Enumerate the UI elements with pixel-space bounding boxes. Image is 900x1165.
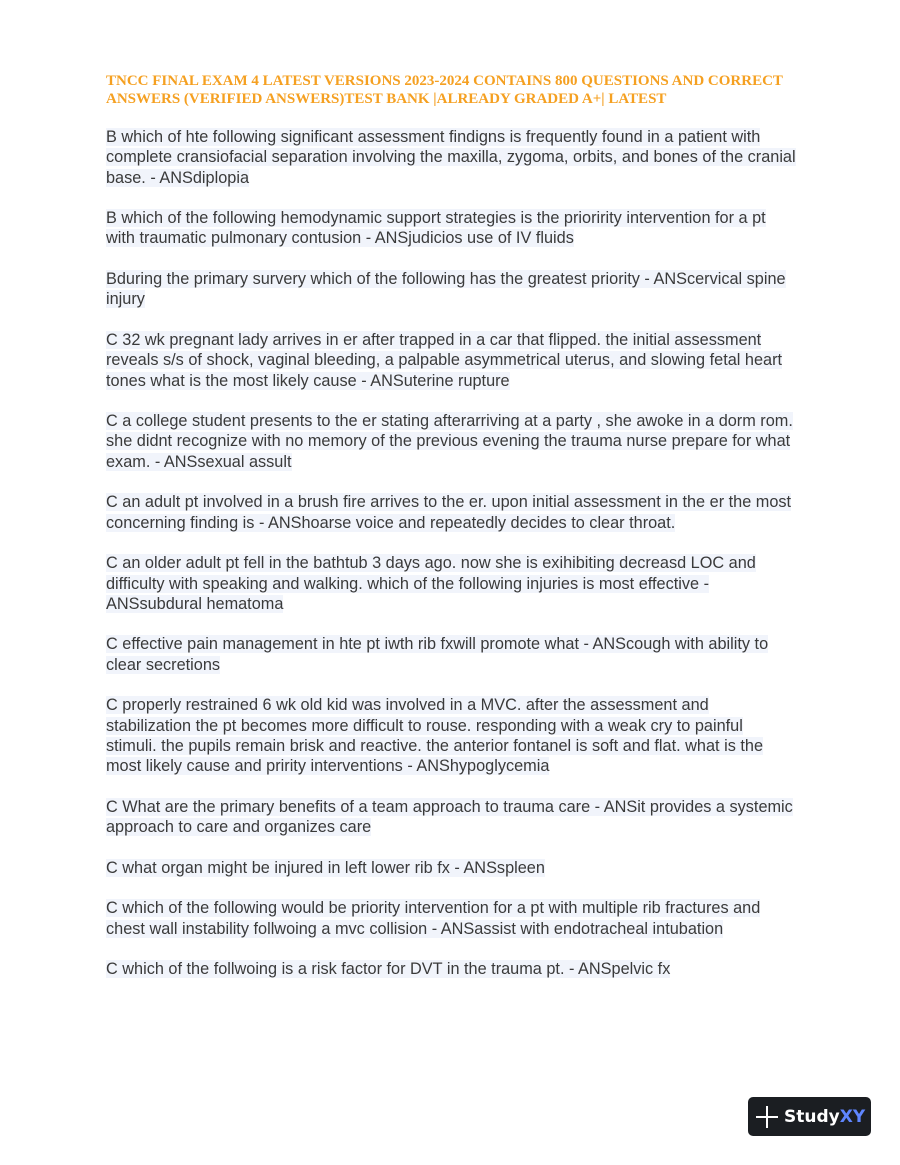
qa-item-text: C what organ might be injured in left lower rib fx - ANSspleen <box>106 858 545 877</box>
qa-item <box>106 858 796 878</box>
qa-item-text: C 32 wk pregnant lady arrives in er after trapped in a car that flipped. the initial assessment reveals s/s of shock, vaginal bleeding, a palpable asymmetrical uterus, and slowing fetal heart tones what is the most likely cause - ANSuterine rupture <box>106 330 783 390</box>
qa-item-text: B which of the following hemodynamic support strategies is the prioririty intervention for a pt with traumatic pulmonary contusion - ANSjudicios use of IV fluids <box>106 209 766 248</box>
qa-item <box>106 208 796 249</box>
qa-item-text: C effective pain management in hte pt iwth rib fxwill promote what - ANScough with ability to clear secretions <box>106 635 769 674</box>
qa-item-text: C properly restrained 6 wk old kid was involved in a MVC. after the assessment and stabilization the pt becomes more difficult to rouse. responding with a weak cry to painful stimuli. the pupils remain brisk and reactive. the anterior fontanel is soft and flat. what is the most likely cause and pririty interventions - ANShypoglycemia <box>106 696 764 776</box>
studyxy-logo[interactable] <box>748 1097 871 1136</box>
qa-list <box>106 127 796 1000</box>
qa-item <box>106 695 796 776</box>
plus-icon <box>756 1106 778 1128</box>
qa-item <box>106 330 796 391</box>
qa-item-text: Bduring the primary survery which of the following has the greatest priority - ANScervical spine injury <box>106 270 786 309</box>
logo-text-accent: XY <box>839 1106 866 1127</box>
qa-item-text: C an adult pt involved in a brush fire arrives to the er. upon initial assessment in the er the most concerning finding is - ANShoarse voice and repeatedly decides to clear throat. <box>106 493 792 532</box>
qa-item-text: C an older adult pt fell in the bathtub 3 days ago. now she is exihibiting decreasd LOC and difficulty with speaking and walking. which of the following injuries is most effective - ANSsubdural hematoma <box>106 554 756 613</box>
qa-item-text: C a college student presents to the er stating afterarriving at a party , she awoke in a dorm rom. she didnt recognize with no memory of the previous evening the trauma nurse prepare for what exam. - ANSsexual assult <box>106 412 793 471</box>
qa-item <box>106 898 796 939</box>
qa-item <box>106 492 796 533</box>
qa-item <box>106 959 796 979</box>
qa-item <box>106 411 796 472</box>
qa-item-text: B which of hte following significant assessment findigns is frequently found in a patient with complete cransiofacial separation involving the maxilla, zygoma, orbits, and bones of the cranial base. - ANSdiplopia <box>106 128 796 187</box>
document-title: TNCC FINAL EXAM 4 LATEST VERSIONS 2023-2024 CONTAINS 800 QUESTIONS AND CORRECT ANSWERS (VERIFIED ANSWERS)TEST BANK |ALREADY GRADED A+| LATEST <box>106 73 783 107</box>
qa-item <box>106 634 796 675</box>
qa-item-text: C What are the primary benefits of a team approach to trauma care - ANSit provides a systemic approach to care and organizes care <box>106 797 793 837</box>
logo-text-main: Study <box>784 1106 840 1127</box>
qa-item <box>106 127 796 188</box>
qa-item-text: C which of the follwoing is a risk factor for DVT in the trauma pt. - ANSpelvic fx <box>106 960 671 979</box>
qa-item-text: C which of the following would be priority intervention for a pt with multiple rib fractures and chest wall instability follwoing a mvc collision - ANSassist with endotracheal intubation <box>106 899 761 938</box>
logo-wordmark <box>784 1107 865 1127</box>
qa-item <box>106 553 796 614</box>
qa-item <box>106 797 796 838</box>
qa-item <box>106 269 796 310</box>
